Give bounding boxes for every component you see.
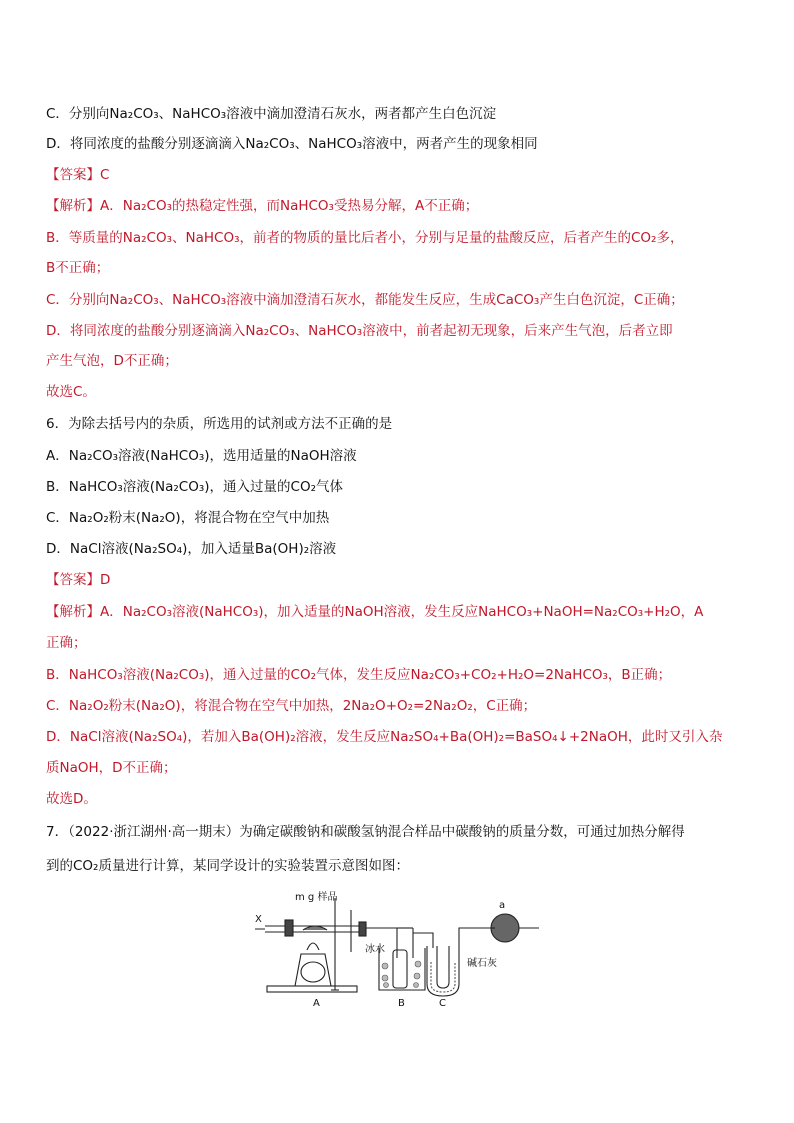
q5-analysis-5: 产生气泡，D不正确； <box>46 353 178 369</box>
label-a: a <box>499 900 506 911</box>
label-C: C <box>439 998 446 1006</box>
label-B: B <box>398 998 405 1006</box>
q5-answer <box>46 165 109 185</box>
q5-analysis-4: D．将同浓度的盐酸分别逐滴滴入Na₂CO₃、NaHCO₃溶液中，前者起初无现象，后来产生气泡，后者立即 <box>46 323 673 339</box>
q5-option-c: C．分别向Na₂CO₃、NaHCO₃溶液中滴加澄清石灰水，两者都产生白色沉淀 <box>46 106 497 122</box>
q5-analysis-2: B不正确； <box>46 260 110 276</box>
q6-analysis-1: 正确； <box>46 635 87 651</box>
q7-stem-line1: 7．（2022·浙江湖州·高一期末）为确定碳酸钠和碳酸氢钠混合样品中碳酸钠的质量分数，可通过加热分解得 <box>46 824 685 840</box>
q6-answer <box>46 570 110 590</box>
answer-tag: 【答案】 <box>46 572 100 588</box>
q5-analysis-0: 【解析】A．Na₂CO₃的热稳定性强，而NaHCO₃受热易分解，A不正确； <box>46 198 479 214</box>
q6-analysis-4: D．NaCl溶液(Na₂SO₄)，若加入Ba(OH)₂溶液，发生反应Na₂SO₄+Ba(OH)₂=BaSO₄↓+2NaOH，此时又引入杂 <box>46 729 723 745</box>
q5-analysis-6: 故选C。 <box>46 384 96 400</box>
label-ice-water: 冰水 <box>365 944 385 955</box>
q5-analysis-3: C．分别向Na₂CO₃、NaHCO₃溶液中滴加澄清石灰水，都能发生反应，生成CaCO₃产生白色沉淀，C正确； <box>46 292 684 308</box>
analysis-tag: 【解析】 <box>46 604 100 620</box>
label-x: X <box>255 914 262 925</box>
label-soda-lime: 碱石灰 <box>467 958 497 969</box>
q6-analysis-6: 故选D。 <box>46 791 97 807</box>
answer-value: C <box>100 167 110 183</box>
q6-analysis-5: 质NaOH，D不正确； <box>46 760 177 776</box>
q5-option-d: D．将同浓度的盐酸分别逐滴滴入Na₂CO₃、NaHCO₃溶液中，两者产生的现象相同 <box>46 136 538 152</box>
q6-analysis-3: C．Na₂O₂粉末(Na₂O)，将混合物在空气中加热，2Na₂O+O₂=2Na₂O₂，C正确； <box>46 698 537 714</box>
label-A: A <box>313 998 320 1006</box>
label-sample: m g 样品 <box>295 892 338 903</box>
q6-option-a: A．Na₂CO₃溶液(NaHCO₃)，选用适量的NaOH溶液 <box>46 448 357 464</box>
q7-stem-line2: 到的CO₂质量进行计算，某同学设计的实验装置示意图如图： <box>46 858 409 874</box>
q6-option-d: D．NaCl溶液(Na₂SO₄)，加入适量Ba(OH)₂溶液 <box>46 541 337 557</box>
answer-value: D <box>100 572 111 588</box>
q5-analysis-1: B．等质量的Na₂CO₃、NaHCO₃，前者的物质的量比后者小，分别与足量的盐酸反应，后者产生的CO₂多， <box>46 230 684 246</box>
q6-analysis-2: B．NaHCO₃溶液(Na₂CO₃)，通入过量的CO₂气体，发生反应Na₂CO₃+CO₂+H₂O=2NaHCO₃，B正确； <box>46 667 672 683</box>
experiment-apparatus-figure <box>255 888 545 1006</box>
q6-analysis-0: 【解析】A．Na₂CO₃溶液(NaHCO₃)，加入适量的NaOH溶液，发生反应NaHCO₃+NaOH=Na₂CO₃+H₂O，A <box>46 604 704 620</box>
q6-stem: 6．为除去括号内的杂质，所选用的试剂或方法不正确的是 <box>46 416 393 432</box>
analysis-tag: 【解析】 <box>46 198 100 214</box>
q6-option-b: B．NaHCO₃溶液(Na₂CO₃)，通入过量的CO₂气体 <box>46 479 343 495</box>
q6-option-c: C．Na₂O₂粉末(Na₂O)，将混合物在空气中加热 <box>46 510 330 526</box>
answer-tag: 【答案】 <box>46 167 100 183</box>
